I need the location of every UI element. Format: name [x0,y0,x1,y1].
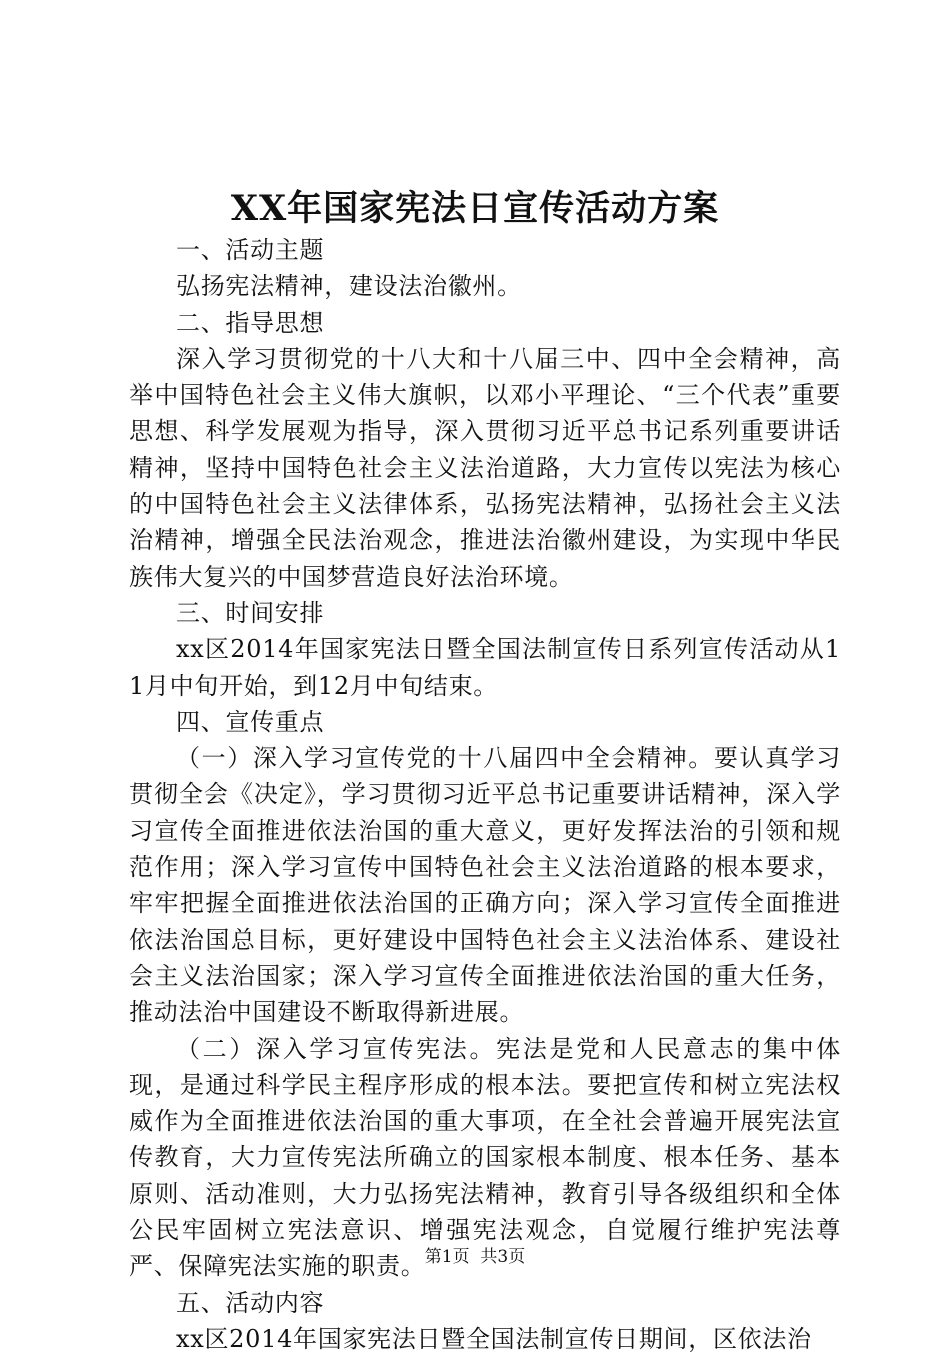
paragraph-focus-one: （一）深入学习宣传党的十八届四中全会精神。要认真学习贯彻全会《决定》，学习贯彻习近平总书记重要讲话精神，深入学习宣传全面推进依法治国的重大意义，更好发挥法治的引领和规范作用；深入学习宣传中国特色社会主义法治道路的根本要求，牢牢把握全面推进依法治国的正确方向；深入学习宣传全面推进依法治国总目标，更好建设中国特色社会主义法治体系、建设社会主义法治国家；深入学习宣传全面推进依法治国的重大任务，推动法治中国建设不断取得新进展。 [129,744,841,1027]
section-heading-schedule: 三、时间安排 [176,598,325,627]
section-heading-content: 五、活动内容 [176,1288,325,1317]
section-heading-focus: 四、宣传重点 [176,707,325,736]
paragraph-content: xx区2014年国家宪法日暨全国法制宣传日期间，区依法治 [176,1324,812,1353]
paragraph-guiding-thought: 深入学习贯彻党的十八大和十八届三中、四中全会精神，高举中国特色社会主义伟大旗帜，以邓小平理论、“三个代表”重要思想、科学发展观为指导，深入贯彻习近平总书记系列重要讲话精神，坚持中国特色社会主义法治道路，大力宣传以宪法为核心的中国特色社会主义法律体系，弘扬宪法精神，弘扬社会主义法治精神，增强全民法治观念，推进法治徽州建设，为实现中华民族伟大复兴的中国梦营造良好法治环境。 [129,344,841,591]
paragraph-schedule: xx区2014年国家宪法日暨全国法制宣传日系列宣传活动从11月中旬开始，到12月中旬结束。 [129,635,841,700]
section-heading-guiding-thought: 二、指导思想 [176,308,325,337]
document-title: XX年国家宪法日宣传活动方案 [230,188,720,229]
paragraph-theme: 弘扬宪法精神，建设法治徽州。 [176,272,522,301]
page-footer: 第1页 共3页 [424,1247,526,1267]
section-heading-theme: 一、活动主题 [176,236,325,264]
document-body [129,232,841,1357]
paragraph-focus-two: （二）深入学习宣传宪法。宪法是党和人民意志的集中体现，是通过科学民主程序形成的根本法。要把宣传和树立宪法权威作为全面推进依法治国的重大事项，在全社会普遍开展宪法宣传教育，大力宣传宪法所确立的国家根本制度、根本任务、基本原则、活动准则，大力弘扬宪法精神，教育引导各级组织和全体公民牢固树立宪法意识、增强宪法观念，自觉履行维护宪法尊严、保障宪法实施的职责。 [129,1034,841,1281]
